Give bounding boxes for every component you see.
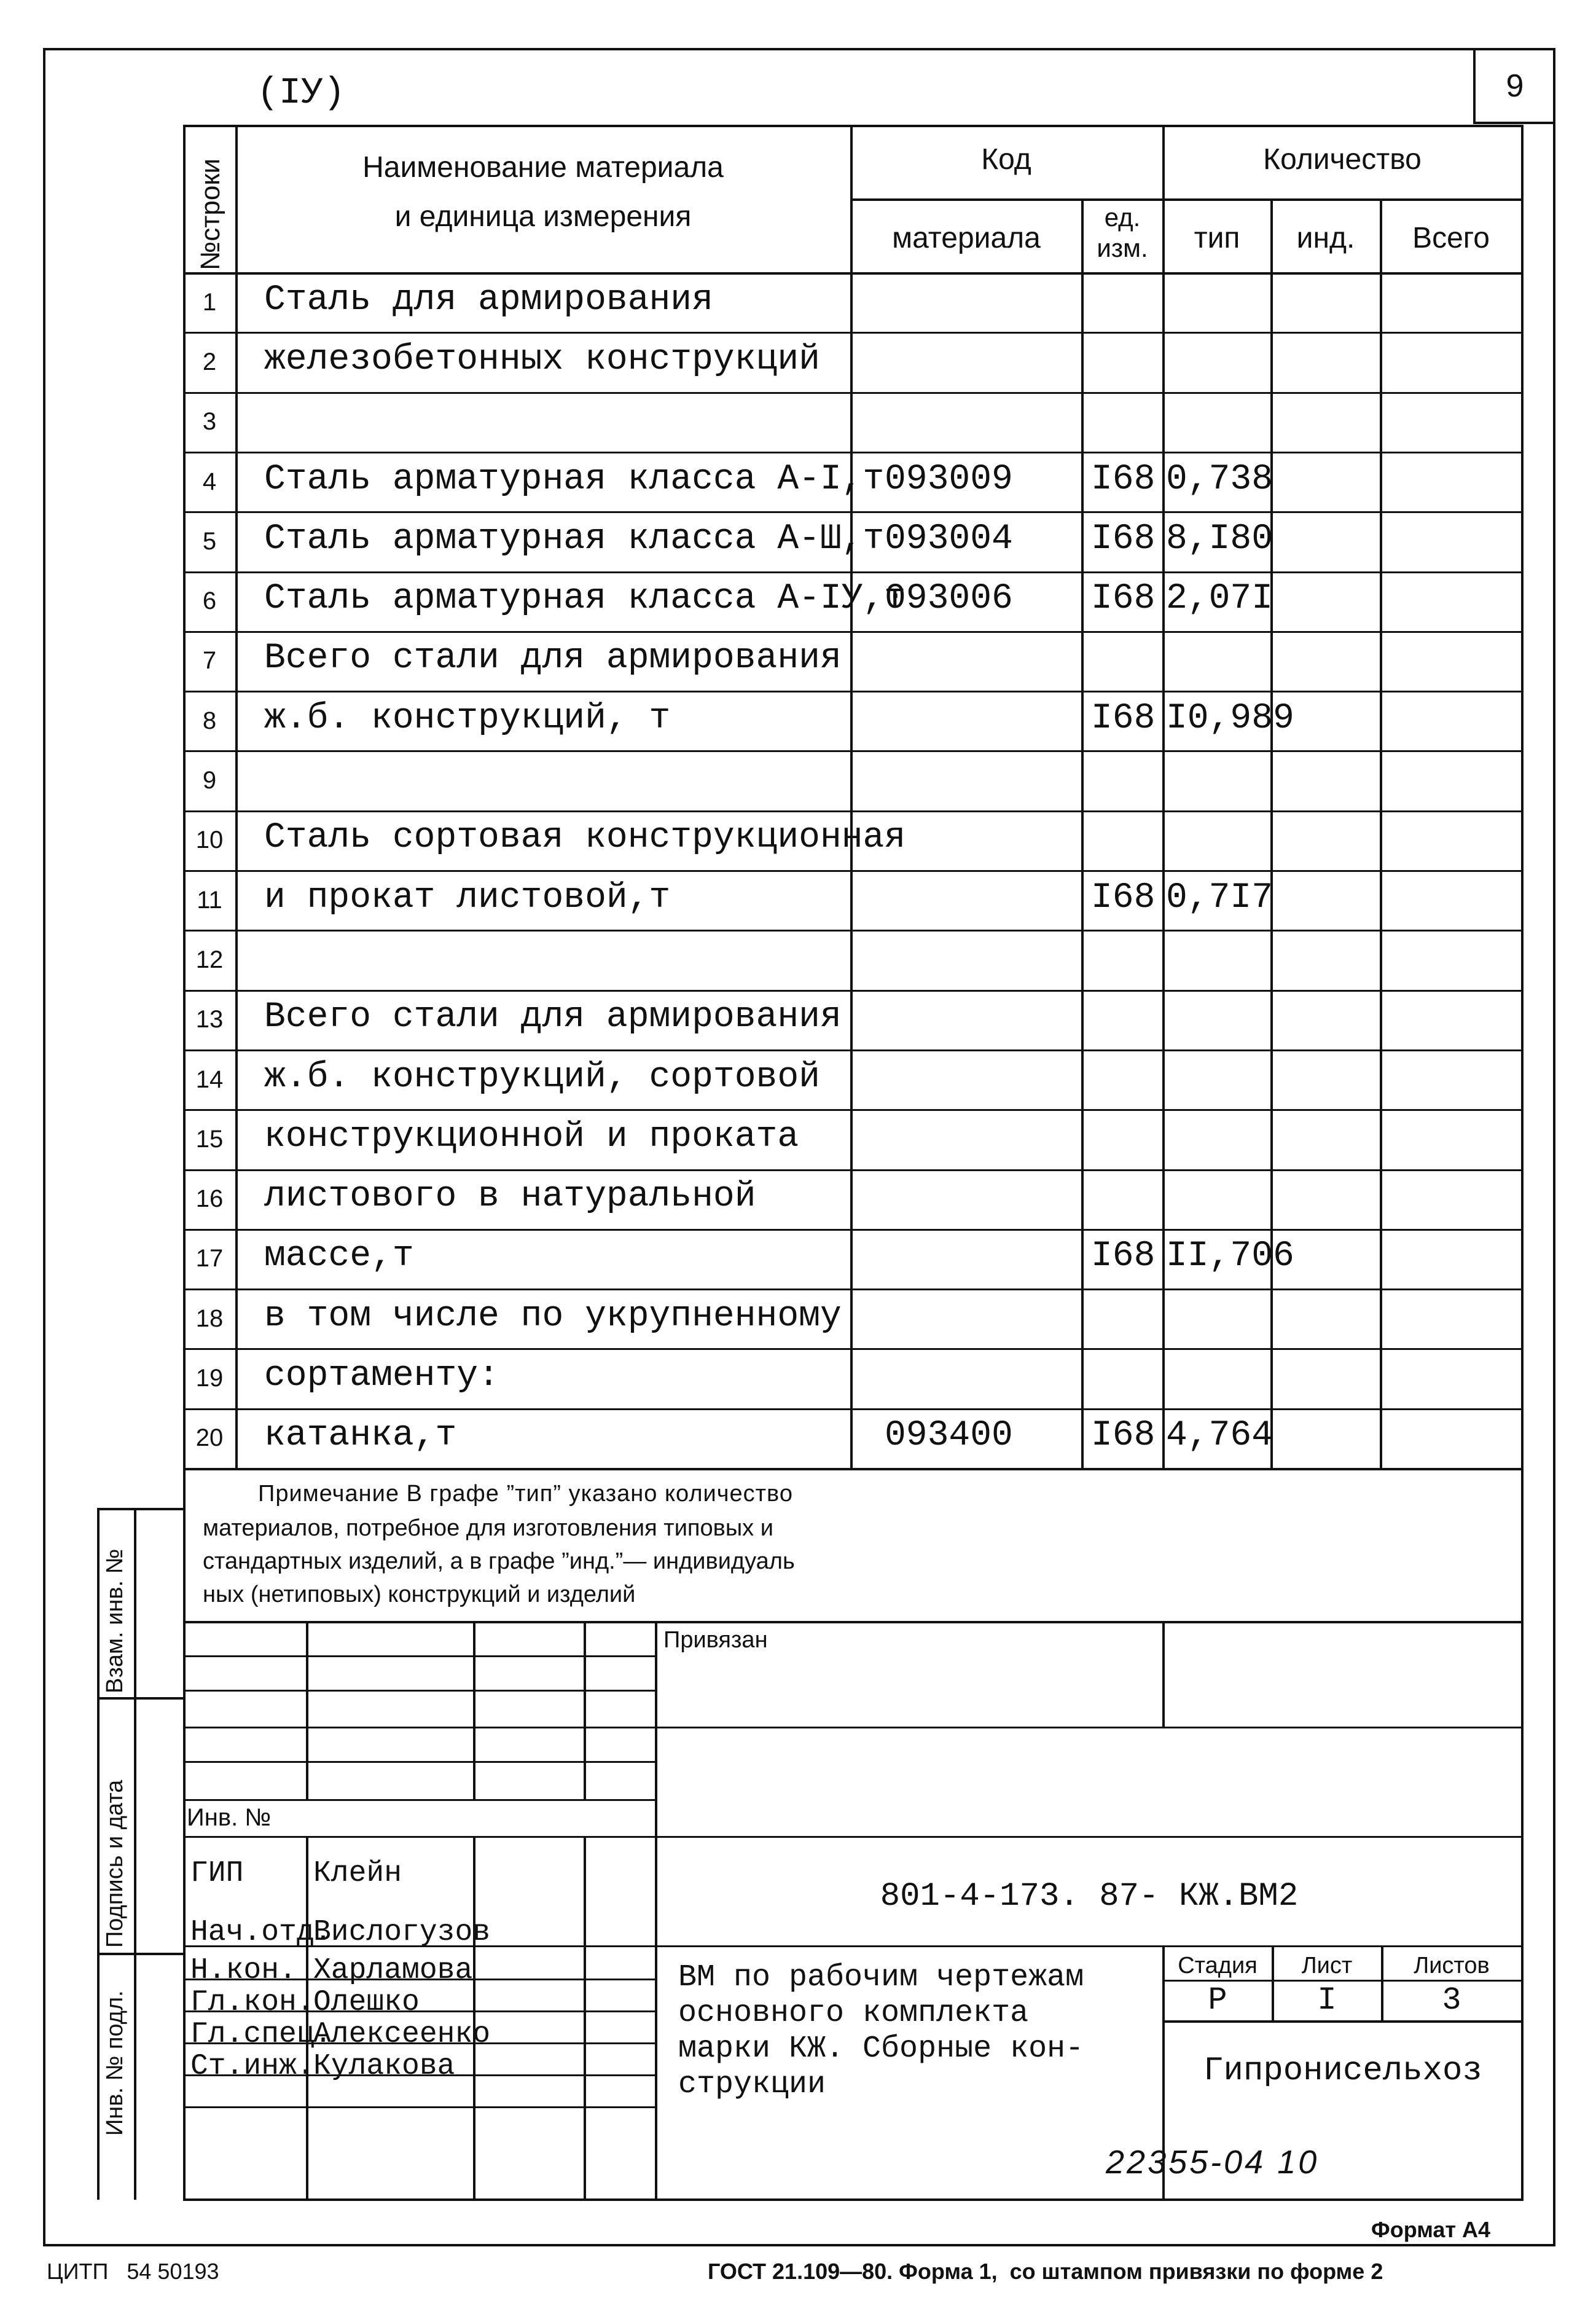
row-number: 15 (195, 1125, 224, 1153)
footer-gost: ГОСТ 21.109—80. Форма 1, со штампом привязки по форме 2 (708, 2259, 1383, 2284)
row-name: Сталь для армирования (264, 280, 713, 320)
header-unit-line2: изм. (1097, 233, 1148, 262)
signatory-name: Кулакова (313, 2050, 455, 2083)
sheet-value: I (1317, 1982, 1337, 2018)
col-divider-material (1081, 200, 1084, 1469)
row-divider (183, 750, 1524, 752)
row-name: и прокат листовой,т (264, 877, 671, 918)
stamp-right (1521, 1468, 1524, 2200)
privyazan-divider (1162, 1621, 1165, 1728)
row-divider (183, 930, 1524, 932)
stage-row (1162, 1980, 1524, 1982)
signatory-name: Харламова (313, 1954, 473, 1987)
header-ind: инд. (1296, 222, 1355, 254)
col-divider-ind (1380, 200, 1382, 1469)
title-line4: струкции (678, 2067, 826, 2102)
title-line3: марки КЖ. Сборные кон- (678, 2031, 1084, 2066)
header-code: Код (981, 143, 1031, 176)
table-right (1521, 125, 1524, 1469)
signatory-role: Гл.кон. (190, 1986, 315, 2019)
row-name: Сталь арматурная класса А-I,т (264, 459, 885, 500)
row-name: Всего стали для армирования (264, 997, 842, 1038)
row-divider (183, 571, 1524, 573)
row-divider (183, 1288, 1524, 1290)
title-line1: ВМ по рабочим чертежам (678, 1960, 1084, 1995)
row-number: 6 (202, 587, 217, 615)
row-type-qty: 8,I80 (1166, 519, 1273, 559)
stamp-left (183, 1468, 186, 2200)
row-name: катанка,т (264, 1416, 457, 1456)
row-name: Сталь сортовая конструкционная (264, 818, 906, 858)
row-divider (183, 1408, 1524, 1410)
header-total: Всего (1412, 222, 1490, 254)
row-number: 9 (202, 767, 217, 794)
sheet-label: Лист (1301, 1953, 1353, 1979)
header-material: материала (892, 222, 1041, 254)
title-line2: основного комплекта (678, 1996, 1029, 2031)
row-number: 2 (202, 348, 217, 375)
page-box-bottom (1473, 122, 1555, 124)
row-divider (183, 990, 1524, 992)
section-label: (IУ) (257, 73, 346, 114)
row-number: 17 (195, 1245, 224, 1273)
signatory-role: Гл.спец. (190, 2018, 332, 2051)
header-name-line1: Наименование материала (362, 151, 724, 184)
row-name: Сталь арматурная класса А-Ш,т (264, 519, 885, 559)
row-divider (183, 452, 1524, 453)
row-divider (183, 392, 1524, 394)
row-type-qty: I0,989 (1166, 698, 1294, 739)
format-label: Формат А4 (1371, 2217, 1491, 2242)
row-number: 14 (195, 1065, 224, 1093)
header-quantity: Количество (1263, 143, 1422, 176)
row-name: ж.б. конструкций, сортовой (264, 1057, 820, 1097)
row-number: 16 (195, 1185, 224, 1213)
row-unit: I68 (1091, 579, 1156, 619)
note-line2: материалов, потребное для изготовления типовых и (203, 1515, 773, 1541)
side-strip-top (97, 1508, 183, 1510)
header-unit-line1: ед. (1104, 203, 1141, 232)
col-divider-unit (1162, 125, 1165, 1469)
sheets-label: Листов (1414, 1953, 1490, 1979)
col-divider-name (850, 125, 853, 1469)
row-type-qty: 0,738 (1166, 459, 1273, 500)
signatory-name: Вислогузов (313, 1916, 491, 1949)
side-strip-div2 (97, 1953, 183, 1955)
side-strip-mid (134, 1508, 136, 2200)
header-bottom (183, 272, 1524, 275)
signatory-name: Клейн (313, 1857, 402, 1890)
row-name: Сталь арматурная класса А-IУ,т (264, 579, 906, 619)
signatory-role: Н.кон. (190, 1954, 297, 1987)
row-unit: I68 (1091, 459, 1156, 500)
row-name: конструкционной и проката (264, 1116, 799, 1157)
privyazan-label: Привязан (663, 1627, 768, 1653)
row-name: Всего стали для армирования (264, 638, 842, 679)
row-name: в том числе по укрупненному (264, 1296, 842, 1336)
row-number: 4 (202, 468, 217, 495)
stamp-row-2 (183, 1690, 656, 1692)
row-number: 5 (202, 527, 217, 555)
row-divider (183, 691, 1524, 692)
table-bottom (183, 1468, 1524, 1470)
row-divider (183, 1109, 1524, 1111)
side-label-vzam: Взам. инв. № (102, 1548, 128, 1693)
sheets-value: 3 (1442, 1982, 1461, 2018)
row-type-qty: 2,07I (1166, 579, 1273, 619)
row-number: 1 (202, 288, 217, 316)
stamp-top (183, 1621, 1524, 1623)
note-line4: ных (нетиповых) конструкций и изделий (203, 1582, 636, 1607)
row-unit: I68 (1091, 1416, 1156, 1456)
row-number: 13 (195, 1006, 224, 1034)
page-number: 9 (1506, 68, 1524, 104)
stage-value: Р (1208, 1982, 1227, 2018)
row-divider (183, 870, 1524, 872)
signatory-role: ГИП (190, 1857, 244, 1890)
row-unit: I68 (1091, 1236, 1156, 1277)
row-number: 20 (195, 1424, 224, 1452)
row-number: 8 (202, 707, 217, 734)
row-unit: I68 (1091, 877, 1156, 918)
stage-bottom (1162, 2020, 1524, 2023)
side-label-podpis: Подпись и дата (102, 1779, 128, 1948)
stamp-row-3 (183, 1727, 1524, 1728)
row-name: сортаменту: (264, 1356, 499, 1397)
row-number: 11 (197, 886, 222, 914)
header-name-line2: и единица измерения (394, 200, 692, 233)
row-number: 12 (195, 946, 224, 973)
row-divider (183, 511, 1524, 513)
footer-left: ЦИТП 54 50193 (47, 2259, 219, 2284)
row-divider (183, 1229, 1524, 1231)
row-code: 093004 (885, 519, 1013, 559)
col-divider-type (1270, 200, 1273, 1469)
row-name: железобетонных конструкций (264, 339, 820, 380)
row-divider (183, 631, 1524, 633)
stamp-grid-v3b (584, 1837, 586, 2200)
row-divider (183, 332, 1524, 334)
side-label-inv: Инв. № подл. (102, 1990, 128, 2136)
row-type-qty: 4,764 (1166, 1416, 1273, 1456)
row-type-qty: II,706 (1166, 1236, 1294, 1277)
stamp-grid-v1 (306, 1621, 308, 1799)
row-divider (183, 1049, 1524, 1051)
row-divider (183, 810, 1524, 812)
stamp-grid-v3 (584, 1621, 586, 1799)
row-number: 3 (202, 408, 217, 436)
doc-code: 801-4-173. 87- КЖ.ВМ2 (880, 1878, 1299, 1915)
row-type-qty: 0,7I7 (1166, 877, 1273, 918)
header-subdivider (850, 198, 1522, 201)
row-divider (183, 1169, 1524, 1171)
row-number: 7 (202, 647, 217, 675)
stamp-row-4 (183, 1761, 656, 1763)
stamp-grid-v2 (473, 1621, 475, 1799)
note-line1: Примечание В графе ”тип” указано количество (258, 1481, 793, 1507)
row-divider (183, 1348, 1524, 1350)
stamp-row-6 (183, 1836, 1524, 1838)
side-strip-left (97, 1508, 100, 2200)
organization: Гипронисельхоз (1203, 2052, 1482, 2090)
signatory-name: Олешко (313, 1986, 420, 2019)
row-code: 093006 (885, 579, 1013, 619)
stage-label: Стадия (1178, 1953, 1258, 1979)
signatory-role: Ст.инж. (190, 2050, 315, 2083)
stamp-bottom (183, 2198, 1524, 2201)
row-code: 093009 (885, 459, 1013, 500)
stamp-row-5 (183, 1799, 656, 1801)
row-unit: I68 (1091, 519, 1156, 559)
row-name: ж.б. конструкций, т (264, 698, 671, 739)
row-unit: I68 (1091, 698, 1156, 739)
header-type: тип (1194, 222, 1240, 254)
inv-no-label: Инв. № (187, 1804, 272, 1831)
row-number: 18 (195, 1304, 224, 1332)
handwritten-number: 22355-04 10 (1106, 2144, 1320, 2181)
signatory-name: Алексеенко (313, 2018, 491, 2051)
stamp-row-1 (183, 1655, 656, 1657)
table-top (183, 125, 1524, 127)
header-row-no: №строки (195, 158, 225, 270)
row-name: массе,т (264, 1236, 414, 1277)
stamp-row-12 (183, 2106, 656, 2108)
row-number: 19 (195, 1365, 224, 1392)
note-line3: стандартных изделий, а в графе ”инд.”— индивидуаль (203, 1548, 795, 1574)
row-name: листового в натуральной (264, 1177, 756, 1217)
signatory-role: Нач.отд. (190, 1916, 332, 1949)
row-code: 093400 (885, 1416, 1013, 1456)
row-number: 10 (195, 826, 224, 854)
side-strip-div1 (97, 1697, 183, 1700)
